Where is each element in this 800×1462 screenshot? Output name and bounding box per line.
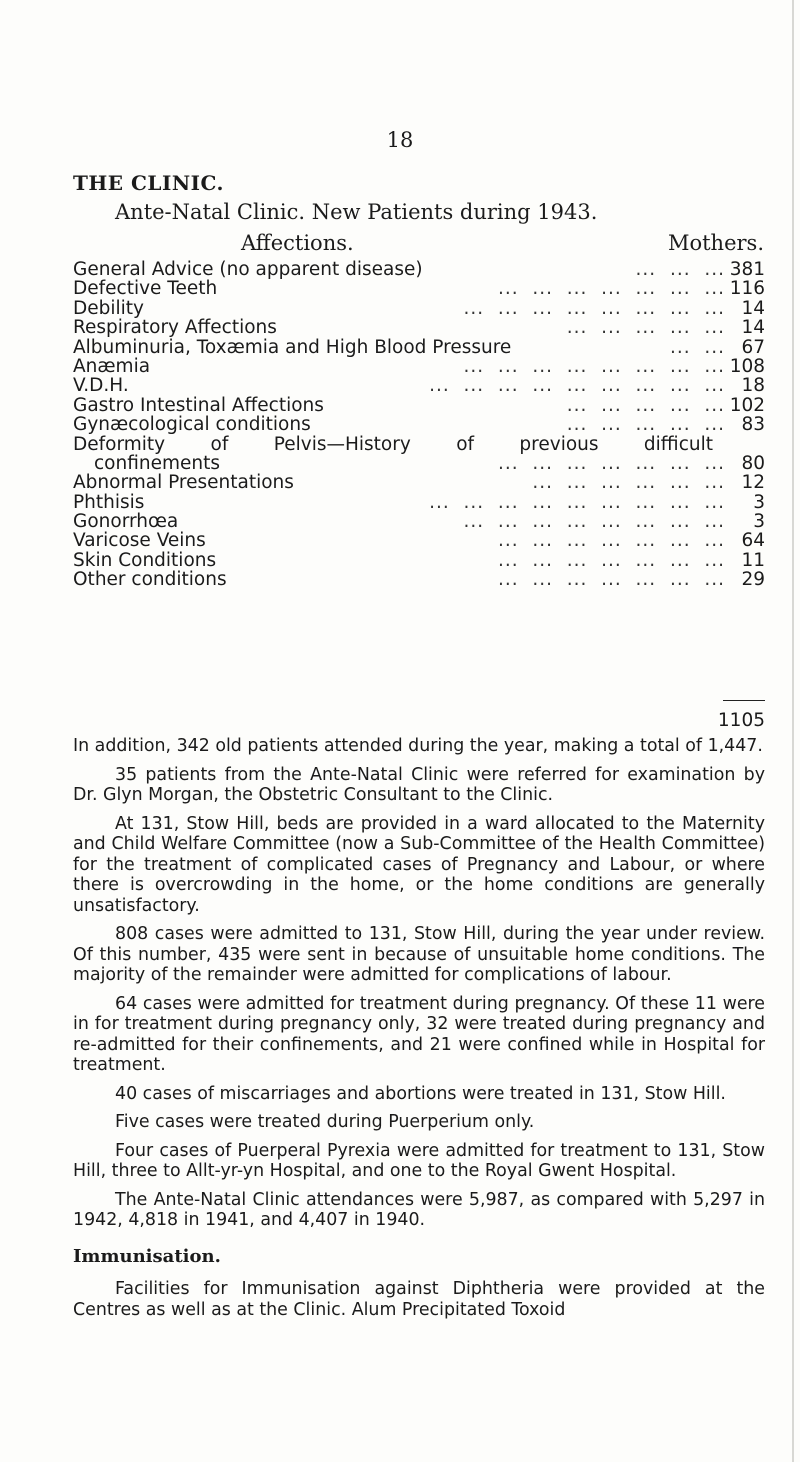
row-label: Phthisis [73,491,145,513]
leader-dots: ... ... ... ... ... ... ... [497,530,725,552]
deformity-label: Deformity of Pelvis—History of previous difficult [73,433,713,455]
paragraph: Four cases of Puerperal Pyrexia were admitted for treatment to 131, Stow Hill, three to Allt-yr-yn Hospital, and one to the Royal Gwent Hospital. [73,1140,765,1181]
table-row [73,396,765,415]
row-value: 11 [741,549,765,571]
row-label: Skin Conditions [73,549,217,571]
row-label: Anæmia [73,355,151,377]
mothers-header: Mothers. [667,231,764,255]
table-row [73,357,765,376]
immunisation-heading: Immunisation. [73,1245,221,1267]
table-row [73,299,765,318]
paragraph: 40 cases of miscarriages and abortions were treated in 131, Stow Hill. [115,1083,726,1104]
leader-dots: ... ... ... ... ... ... ... ... [463,511,725,533]
affections-table [73,260,765,590]
row-label: Debility [73,297,144,319]
paragraph: 35 patients from the Ante-Natal Clinic were referred for examination by Dr. Glyn Morgan, the Obstetric Consultant to the Clinic. [73,764,765,805]
leader-dots: ... ... ... ... ... ... ... ... [463,297,725,319]
page-number: 18 [386,128,414,152]
leader-dots: ... ... ... [635,259,725,280]
paragraph: 64 cases were admitted for treatment during pregnancy. Of these 11 were in for treatment during pregnancy only, 32 were treated during pregnancy and re-admitted for their confinements, and 21 were confined while in Hospital for treatment. [73,993,765,1075]
paragraph: In addition, 342 old patients attended during the year, making a total of 1,447. [73,736,763,756]
row-value: 102 [729,394,765,416]
table-row [73,531,765,550]
table-row [73,435,765,454]
leader-dots: ... ... ... ... ... ... ... ... ... [429,491,725,513]
row-label: Gynæcological conditions [73,414,311,436]
row-value: 83 [741,414,765,436]
row-label: V.D.H. [73,375,129,397]
row-value: 18 [741,375,765,397]
row-value: 64 [741,530,765,552]
table-row [73,454,765,473]
table-row [73,551,765,570]
table-row [73,493,765,512]
row-value: 14 [741,297,765,319]
row-value: 29 [741,569,765,591]
row-label: Varicose Veins [73,530,206,552]
row-label: Respiratory Affections [73,317,277,339]
leader-dots: ... ... ... ... ... [566,414,725,436]
row-value: 108 [729,355,765,377]
table-row [73,512,765,531]
row-label: Gonorrhœa [73,511,179,533]
table-row [73,415,765,434]
table-row [73,318,765,337]
row-label: Gastro Intestinal Affections [73,394,324,416]
row-label: General Advice (no apparent disease) [73,259,423,280]
row-value: 116 [729,278,765,300]
body-text [73,736,765,1328]
row-value: 3 [753,511,765,533]
table-row [73,279,765,298]
section-title: THE CLINIC. [73,171,224,195]
page-edge [792,0,794,1462]
leader-dots: ... ... ... ... ... ... ... [497,549,725,571]
leader-dots: ... ... [669,336,725,358]
row-value: 14 [741,317,765,339]
row-value: 12 [741,472,765,494]
leader-dots: ... ... ... ... ... [566,317,725,339]
table-row [73,338,765,357]
row-label: confinements [94,452,220,474]
row-value: 381 [729,259,765,280]
table-total: 1105 [717,710,765,731]
row-label: Abnormal Presentations [73,472,294,494]
row-value: 80 [741,452,765,474]
total-rule [723,700,765,701]
paragraph: At 131, Stow Hill, beds are provided in a ward allocated to the Maternity and Child Welfare Committee (now a Sub-Committee of the Health Committee) for the treatment of complicated cases of Pregnancy and Labour, or where there is overcrowding in the home, or the home conditions are generally unsatisfactory. [73,813,765,916]
leader-dots: ... ... ... ... ... ... ... ... ... [429,375,725,397]
affections-header: Affections. [241,231,354,255]
paragraph: The Ante-Natal Clinic attendances were 5,987, as compared with 5,297 in 1942, 4,818 in 1941, and 4,407 in 1940. [73,1189,765,1230]
row-value: 67 [741,336,765,358]
leader-dots: ... ... ... ... ... ... ... [497,569,725,591]
row-label: Defective Teeth [73,278,218,300]
leader-dots: ... ... ... ... ... ... ... [497,278,725,300]
leader-dots: ... ... ... ... ... ... ... [497,452,725,474]
paragraph: Facilities for Immunisation against Diphtheria were provided at the Centres as well as at the Clinic. Alum Precipitated Toxoid [73,1279,765,1320]
leader-dots: ... ... ... ... ... ... [532,472,725,494]
paragraph: Five cases were treated during Puerperium only. [115,1112,535,1132]
table-row [73,570,765,589]
table-row [73,473,765,492]
row-label: Albuminuria, Toxæmia and High Blood Pressure [73,336,512,358]
row-label: Other conditions [73,569,227,591]
row-value: 3 [753,491,765,513]
table-row [73,260,765,279]
clinic-heading: Ante-Natal Clinic. New Patients during 1943. [115,200,598,224]
leader-dots: ... ... ... ... ... ... ... ... [463,355,725,377]
table-row [73,376,765,395]
paragraph: 808 cases were admitted to 131, Stow Hill, during the year under review. Of this number, 435 were sent in because of unsuitable home conditions. The majority of the remainder were admitted for complications of labour. [73,924,765,985]
leader-dots: ... ... ... ... ... [566,394,725,416]
